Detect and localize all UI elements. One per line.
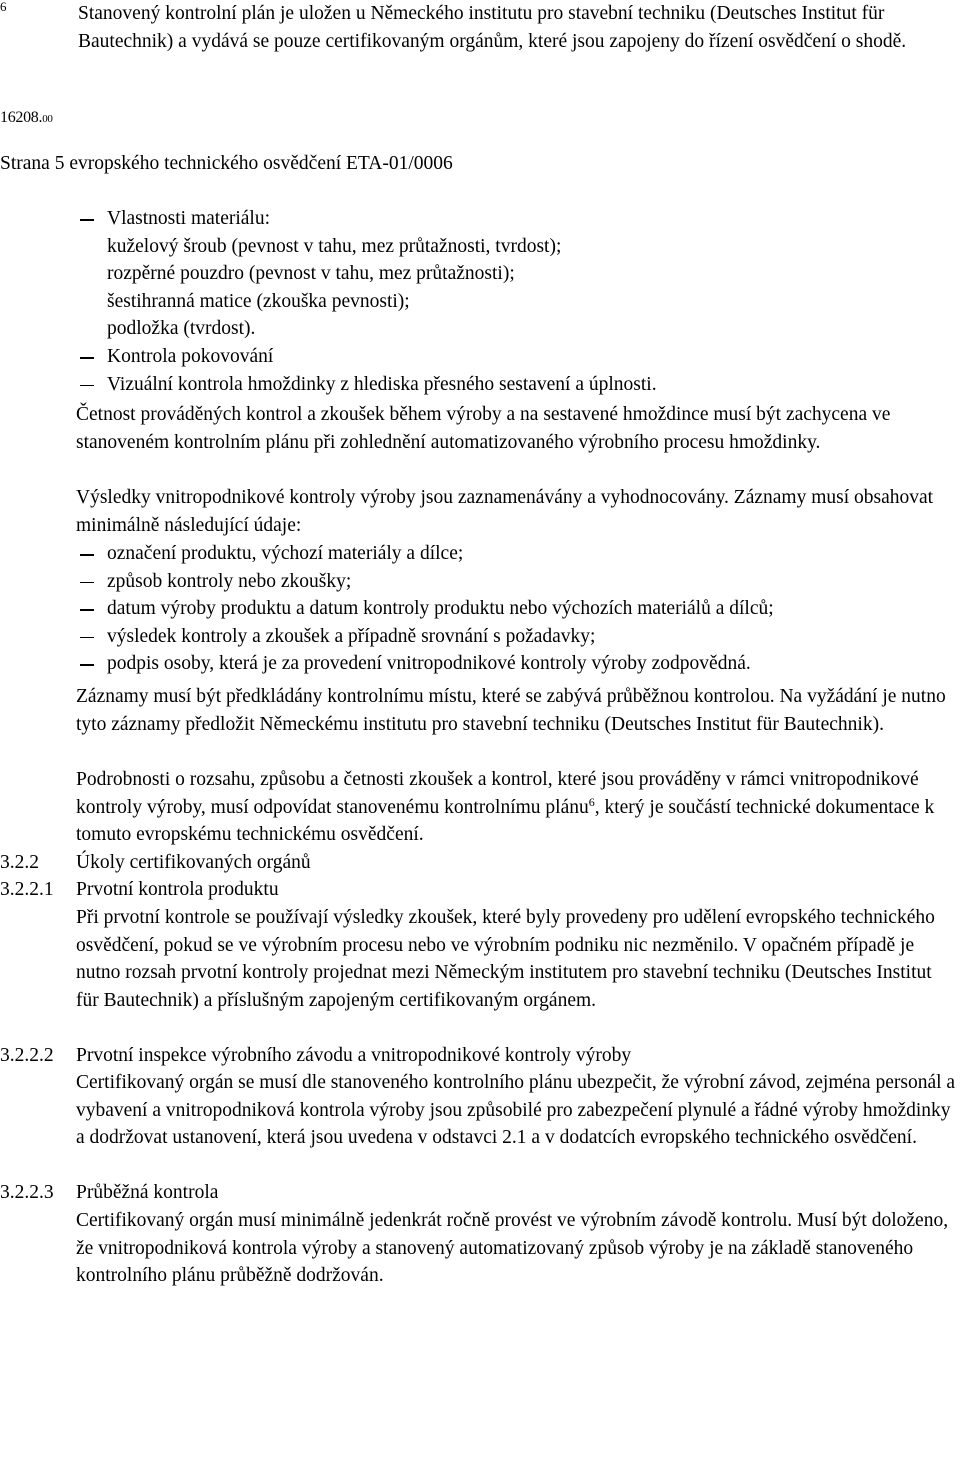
page-header: Strana 5 evropského technického osvědčení ETA-01/0006 — [0, 153, 453, 174]
paragraph-submit: Záznamy musí být předkládány kontrolnímu místu, které se zabývá průběžnou kontrolou. Na vyžádání je nutno tyto záznamy předložit Německému institutu pro stavební techniku (Deutsches Institut für Bautechnik). — [76, 686, 946, 735]
material-line: kuželový šroub (pevnost v tahu, mez průtažnosti, tvrdost); — [107, 235, 562, 257]
list-item-plating-check: Kontrola pokovování — [76, 343, 956, 371]
document-number-main: 16208. — [0, 109, 43, 126]
section-number: 3.2.2 — [0, 852, 39, 873]
section-body: Certifikovaný orgán musí minimálně jedenkrát ročně provést ve výrobním závodě kontrolu. Musí být doloženo, že vnitropodniková kontrola výroby a stanovený automatizovaný způsob výroby je na základě stanoveného kontrolního plánu průběžně dodržován. — [76, 1210, 949, 1287]
material-list — [76, 205, 956, 398]
paragraph-frequency: Četnost prováděných kontrol a zkoušek během výroby a na sestavené hmoždince musí být zachycena ve stanoveném kontrolním plánu při zohlednění automatizovaného výrobního procesu hmoždinky. — [76, 404, 891, 453]
list-item: způsob kontroly nebo zkoušky; — [76, 568, 956, 596]
footnote-text: Stanovený kontrolní plán je uložen u Německého institutu pro stavební techniku (Deutsches Institut für Bautechnik) a vydává se pouze certifikovaným orgánům, které jsou zapojeny do řízení osvědčení o shodě. — [78, 3, 907, 52]
list-item: výsledek kontroly a zkoušek a případně srovnání s požadavky; — [76, 623, 956, 651]
paragraph-details — [76, 766, 956, 849]
list-item-visual-check: Vizuální kontrola hmoždinky z hlediska přesného sestavení a úplnosti. — [76, 371, 956, 399]
material-line: rozpěrné pouzdro (pevnost v tahu, mez průtažnosti); — [107, 263, 515, 285]
section-number: 3.2.2.2 — [0, 1045, 54, 1066]
records-list — [76, 540, 956, 678]
section-number: 3.2.2.3 — [0, 1182, 54, 1203]
section-number: 3.2.2.1 — [0, 879, 54, 900]
footnote-marker: 6 — [0, 0, 7, 14]
details-text-after: , který je součástí technické dokumentace k tomuto evropskému technickému osvědčení. — [76, 796, 935, 846]
document-number — [0, 108, 53, 129]
details-text-before: Podrobnosti o rozsahu, způsobu a četnosti zkoušek a kontrol, které jsou prováděny v rámci vnitropodnikové kontroly výroby, musí odpovídat stanovenému kontrolnímu plánu — [76, 769, 919, 818]
document-number-suffix: 00 — [42, 113, 53, 125]
section-title: Prvotní kontrola produktu — [76, 879, 279, 900]
footnote-reference: 6 — [588, 794, 595, 809]
list-item: podpis osoby, která je za provedení vnitropodnikové kontroly výroby zodpovědná. — [76, 650, 956, 678]
material-line: podložka (tvrdost). — [107, 318, 256, 340]
paragraph-records: Výsledky vnitropodnikové kontroly výroby jsou zaznamenávány a vyhodnocovány. Záznamy musí obsahovat minimálně následující údaje: — [76, 487, 934, 536]
section-title: Průběžná kontrola — [76, 1182, 219, 1203]
section-title: Prvotní inspekce výrobního závodu a vnitropodnikové kontroly výroby — [76, 1045, 632, 1066]
material-line: šestihranná matice (zkouška pevnosti); — [107, 290, 410, 312]
list-item: označení produktu, výchozí materiály a dílce; — [76, 540, 956, 568]
list-item: datum výroby produktu a datum kontroly produktu nebo výchozích materiálů a dílců; — [76, 595, 956, 623]
section-body: Certifikovaný orgán se musí dle stanoveného kontrolního plánu ubezpečit, že výrobní závod, zejména personál a vybavení a vnitropodniková kontrola výroby jsou způsobilé pro zabezpečení plynulé a řádné výroby hmoždinky a dodržovat ustanovení, která jsou uvedena v odstavci 2.1 a v dodatcích evropského technického osvědčení. — [76, 1072, 956, 1149]
section-title: Úkoly certifikovaných orgánů — [76, 852, 311, 873]
list-item-material-properties: Vlastnosti materiálu: — [76, 205, 956, 233]
section-body: Při prvotní kontrole se používají výsledky zkoušek, které byly provedeny pro udělení evropského technického osvědčení, pokud se ve výrobním procesu nebo ve výrobním podniku nic nezměnilo. V opačném případě je nutno rozsah prvotní kontroly projednat mezi Německým institutem pro stavební techniku (Deutsches Institut für Bautechnik) a příslušným zapojeným certifikovaným orgánem. — [76, 907, 935, 1011]
